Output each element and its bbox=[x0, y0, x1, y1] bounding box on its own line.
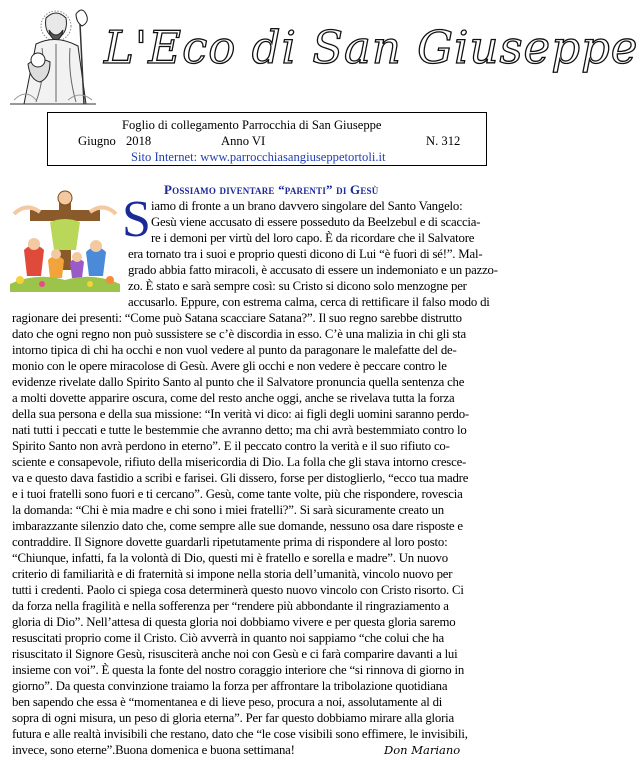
children-with-cross-illustration-icon bbox=[6, 188, 124, 294]
issue-number: N. 312 bbox=[426, 134, 461, 148]
article-line: dato che ogni regno non può sussistere se c’è discordia in esso. C’è una malizia in chi gli sta bbox=[12, 327, 467, 341]
article-title: Possiamo diventare “parenti” di Gesù bbox=[164, 182, 379, 197]
article-line: Gesù viene accusato di essere posseduto da Beelzebul e di scaccia- bbox=[151, 215, 481, 229]
article-line: sciente e consapevole, rifiuto della misericordia di Dio. La folla che gli stava intorno cresce- bbox=[12, 455, 467, 469]
article-line: evidenze rivelate dallo Spirito Santo al punto che il Salvatore pronuncia quella sentenza che bbox=[12, 375, 465, 389]
article-line: contraddire. Il Signore dovette guardarli ripetutamente prima di rispondere al loro posto: bbox=[12, 535, 448, 549]
parish-info-box bbox=[47, 112, 487, 166]
author-signature: Don Mariano bbox=[384, 743, 461, 757]
issue-year: 2018 bbox=[126, 134, 152, 148]
issue-volume: Anno VI bbox=[221, 134, 266, 148]
article-line: resuscitati proprio come il Cristo. Ciò avverrà in quanto noi sappiamo “che colui che ha bbox=[12, 631, 444, 645]
article-line: ragionare dei presenti: “Come può Satana scacciare Satana?”. Il suo regno sarebbe distrutto bbox=[12, 311, 462, 325]
article-line: gloria di Dio”. Nell’attesa di questa gloria noi dobbiamo vivere e per questa gloria saremo bbox=[12, 615, 456, 629]
article-line: ben sapendo che essa è “momentanea e di lieve peso, procura a noi, assolutamente al di bbox=[12, 695, 443, 709]
article-line: tutti i credenti. Paolo ci spiega cosa determinerà questo nuovo vincolo con Cristo risorto. Ci bbox=[12, 583, 464, 597]
article-line: sopra di ogni misura, un peso di gloria eterna”. Per far questo dobbiamo mirare alla gloria bbox=[12, 711, 454, 725]
article-line: nati tutti i peccati e tutte le bestemmie che avranno detto; ma chi avrà bestemmiato contro lo bbox=[12, 423, 467, 437]
article-line: iamo di fronte a un brano davvero singolare del Santo Vangelo: bbox=[151, 199, 463, 213]
article-line: invece, sono eterne”.Buona domenica e buona settimana! bbox=[12, 743, 295, 757]
article-line: monio con le opere miracolose di Gesù. Avere gli occhi e non vedere è peccare contro le bbox=[12, 359, 447, 373]
article-line: criterio di familiarità e di fraternità si impone nella storia dell’umanità, vincolo nuovo per bbox=[12, 567, 453, 581]
website-link[interactable]: Sito Internet: www.parrocchiasangiuseppetortoli.it bbox=[131, 150, 386, 164]
article-line: della sua persona e della sua missione: “In verità vi dico: ai figli degli uomini saranno perdo- bbox=[12, 407, 469, 421]
drop-cap: S bbox=[122, 191, 151, 248]
article-line: zo. È stato e sarà sempre così: su Cristo si dicono solo menzogne per bbox=[128, 279, 467, 293]
article-line: “Chiunque, infatti, fa la volontà di Dio, questi mi è fratello e sorella e madre”. Un nuovo bbox=[12, 551, 448, 565]
article-line: a molti dovette apparire oscura, come del resto anche oggi, anche se rivelava tutta la forza bbox=[12, 391, 455, 405]
masthead bbox=[0, 0, 638, 112]
article-line: grado abbia fatto miracoli, è accusato di essere un indemoniato e un pazzo- bbox=[128, 263, 498, 277]
article-line: re i demoni per virtù del loro capo. È da ricordare che il Salvatore bbox=[151, 231, 475, 245]
bulletin-subtitle: Foglio di collegamento Parrocchia di San Giuseppe bbox=[122, 118, 382, 132]
article-line: futura e alle realtà invisibili che restano, dato che “le cose visibili sono effimere, le invisibili, bbox=[12, 727, 468, 741]
article-line: va e questo dava fastidio a scribi e farisei. Gli dissero, forse per distoglierlo, “ecco tua madre bbox=[12, 471, 469, 485]
article-line: insieme con voi”. È questa la fonte del nostro coraggio interiore che “si rinnova di giorno in bbox=[12, 663, 465, 677]
saint-joseph-illustration-icon bbox=[6, 4, 98, 108]
article-line: Spirito Santo non avrà perdono in eterno”. E il peccato contro la verità e il suo rifiuto co- bbox=[12, 439, 450, 453]
article-line: la domanda: “Chi è mia madre e chi sono i miei fratelli?”. Si sarà sicuramente creato un bbox=[12, 503, 444, 517]
article-line: e i tuoi fratelli sono fuori e ti cercano”. Gesù, come tante volte, più che rispondere, rovescia bbox=[12, 487, 463, 501]
article-line: intorno tipica di chi ha occhi e non vuol vedere al punto da paragonare le malefatte del de- bbox=[12, 343, 457, 357]
article-line: imbarazzante silenzio dato che, come sempre alle sue domande, nessuno osa dare risposte e bbox=[12, 519, 463, 533]
masthead-title: L'Eco di San Giuseppe bbox=[104, 21, 638, 74]
issue-month: Giugno bbox=[78, 134, 116, 148]
article-line: giorno”. Da questa convinzione traiamo la forza per affrontare la tribolazione quotidiana bbox=[12, 679, 448, 693]
article-line: accusarlo. Eppure, con estrema calma, cerca di rettificare il falso modo di bbox=[128, 295, 490, 309]
article-line: da forza nella fragilità e nella sofferenza per “rendere più abbondante il ringraziamento a bbox=[12, 599, 449, 613]
article-line: era tornato tra i suoi e proprio questi dicono di Lui “è fuori di sé!”. Mal- bbox=[128, 247, 483, 261]
article-line: risuscitato il Signore Gesù, risusciterà anche noi con Gesù e ci farà comparire davanti a lui bbox=[12, 647, 458, 661]
